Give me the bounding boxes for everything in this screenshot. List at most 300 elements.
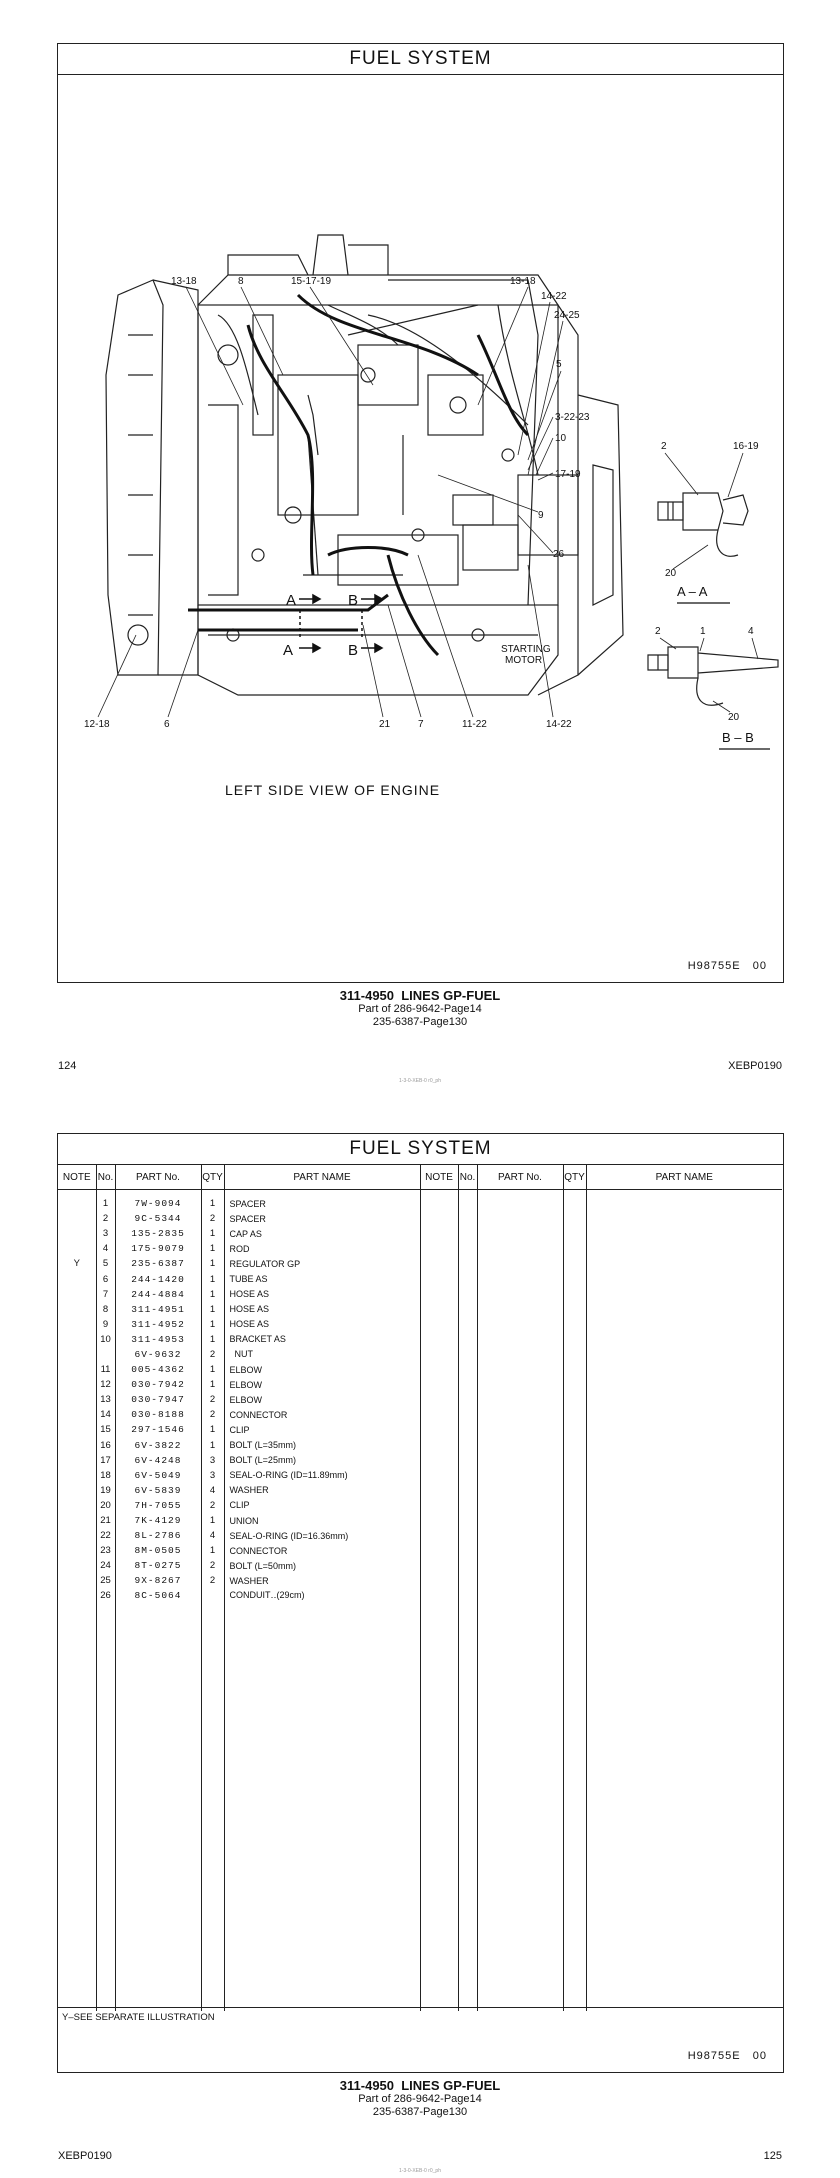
- cell-empty: [563, 1211, 586, 1226]
- cell-item-no: 17: [96, 1453, 115, 1468]
- parts-table-body: [58, 1190, 782, 2012]
- cell-note: [58, 1513, 96, 1528]
- table-row-empty: [58, 1679, 782, 1694]
- cell-part-name: ROD: [224, 1241, 420, 1256]
- caption-part-of-1: Part of 286-9642-Page14: [358, 1003, 482, 1015]
- cell-empty: [586, 1966, 782, 1981]
- cell-part-number: 6V-9632: [115, 1347, 201, 1362]
- cell-item-no: 25: [96, 1573, 115, 1588]
- cell-qty: 1: [201, 1302, 224, 1317]
- cell-empty: [477, 1830, 563, 1845]
- cell-empty: [477, 1407, 563, 1422]
- cell-empty: [224, 1981, 420, 1996]
- cell-empty: [458, 1951, 477, 1966]
- cell-qty: 4: [201, 1528, 224, 1543]
- table-row: [58, 1190, 782, 1212]
- table-row: [58, 1543, 782, 1558]
- cell-empty: [458, 1604, 477, 1619]
- cell-empty: [563, 1905, 586, 1920]
- cell-empty: [58, 1890, 96, 1905]
- engine-diagram: [58, 75, 782, 983]
- cell-empty: [224, 1619, 420, 1634]
- cell-empty: [224, 1936, 420, 1951]
- cell-empty: [96, 1966, 115, 1981]
- cell-empty: [563, 1256, 586, 1271]
- callout-11-22: 11-22: [462, 719, 487, 730]
- cell-empty: [201, 1694, 224, 1709]
- cell-empty: [563, 1951, 586, 1966]
- cell-empty: [458, 1890, 477, 1905]
- cell-empty: [458, 1860, 477, 1875]
- cell-note: [58, 1362, 96, 1377]
- cell-empty: [563, 1347, 586, 1362]
- cell-empty: [586, 1528, 782, 1543]
- cell-empty: [115, 1770, 201, 1785]
- cell-empty: [115, 1739, 201, 1754]
- cell-qty: 2: [201, 1498, 224, 1513]
- cell-empty: [201, 1981, 224, 1996]
- callout-8: 8: [238, 276, 244, 287]
- cell-empty: [115, 1634, 201, 1649]
- cell-empty: [115, 1619, 201, 1634]
- cell-empty: [586, 1438, 782, 1453]
- cell-empty: [224, 1815, 420, 1830]
- cell-empty: [96, 1996, 115, 2011]
- cell-empty: [420, 1377, 458, 1392]
- cell-empty: [115, 1936, 201, 1951]
- cell-empty: [586, 1513, 782, 1528]
- section-a-a-label: A – A: [677, 584, 708, 599]
- table-row-empty: [58, 1649, 782, 1664]
- header-part-name-left: PART NAME: [224, 1165, 420, 1190]
- cell-empty: [563, 1271, 586, 1286]
- parts-page-title: FUEL SYSTEM: [58, 1134, 783, 1165]
- cell-item-no: 19: [96, 1483, 115, 1498]
- aa-callout-20: 20: [665, 568, 677, 579]
- cell-empty: [224, 1694, 420, 1709]
- cell-qty: 2: [201, 1573, 224, 1588]
- cell-empty: [477, 1498, 563, 1513]
- cell-empty: [458, 1921, 477, 1936]
- cell-empty: [458, 1453, 477, 1468]
- cell-empty: [96, 1739, 115, 1754]
- cell-empty: [563, 1287, 586, 1302]
- cell-empty: [201, 1921, 224, 1936]
- cell-empty: [115, 1604, 201, 1619]
- cell-empty: [96, 1981, 115, 1996]
- cell-part-number: 030-8188: [115, 1407, 201, 1422]
- cell-empty: [477, 1694, 563, 1709]
- cell-empty: [224, 1709, 420, 1724]
- table-row: [58, 1377, 782, 1392]
- cell-empty: [58, 1754, 96, 1769]
- table-row: [58, 1422, 782, 1437]
- callout-17-19: 17-19: [555, 469, 581, 480]
- cell-qty: 2: [201, 1558, 224, 1573]
- cell-empty: [458, 1573, 477, 1588]
- cell-empty: [58, 1709, 96, 1724]
- cell-empty: [563, 1573, 586, 1588]
- cell-empty: [563, 1800, 586, 1815]
- cell-note: [58, 1453, 96, 1468]
- cell-empty: [115, 1860, 201, 1875]
- cell-item-no: 21: [96, 1513, 115, 1528]
- cell-empty: [420, 1271, 458, 1286]
- cell-item-no: 24: [96, 1558, 115, 1573]
- cell-empty: [563, 1860, 586, 1875]
- cell-empty: [586, 1241, 782, 1256]
- table-row: [58, 1362, 782, 1377]
- cell-empty: [477, 1287, 563, 1302]
- table-row-empty: [58, 1664, 782, 1679]
- cell-empty: [477, 1875, 563, 1890]
- cell-note: [58, 1422, 96, 1437]
- cell-empty: [563, 1936, 586, 1951]
- section-marker-b-upper: B: [348, 592, 359, 609]
- cell-empty: [477, 1558, 563, 1573]
- table-row: [58, 1332, 782, 1347]
- cell-empty: [58, 1694, 96, 1709]
- table-row-empty: [58, 1905, 782, 1920]
- cell-empty: [58, 1679, 96, 1694]
- cell-part-number: 175-9079: [115, 1241, 201, 1256]
- cell-empty: [477, 1362, 563, 1377]
- cell-part-name: BRACKET AS: [224, 1332, 420, 1347]
- bb-callout-2: 2: [655, 626, 661, 637]
- cell-empty: [563, 1634, 586, 1649]
- cell-empty: [58, 1830, 96, 1845]
- cell-part-number: 7W-9094: [115, 1190, 201, 1212]
- cell-empty: [96, 1694, 115, 1709]
- cell-empty: [420, 1453, 458, 1468]
- section-arrows: [299, 595, 382, 652]
- section-b-b-detail: [648, 647, 778, 705]
- cell-empty: [477, 1241, 563, 1256]
- cell-qty: 1: [201, 1226, 224, 1241]
- cell-empty: [477, 1438, 563, 1453]
- cell-empty: [96, 1815, 115, 1830]
- footnote-divider: [58, 2007, 783, 2008]
- cell-empty: [458, 1498, 477, 1513]
- cell-empty: [586, 1830, 782, 1845]
- cell-empty: [563, 1453, 586, 1468]
- cell-empty: [458, 1226, 477, 1241]
- table-row-empty: [58, 1845, 782, 1860]
- cell-empty: [420, 1241, 458, 1256]
- cell-empty: [115, 1890, 201, 1905]
- cell-empty: [586, 1287, 782, 1302]
- table-row-empty: [58, 1724, 782, 1739]
- cell-empty: [58, 1966, 96, 1981]
- cell-empty: [563, 1649, 586, 1664]
- cell-empty: [115, 1996, 201, 2011]
- cell-empty: [420, 1724, 458, 1739]
- cell-item-no: 13: [96, 1392, 115, 1407]
- cell-empty: [201, 1996, 224, 2011]
- cell-empty: [586, 1996, 782, 2011]
- cell-empty: [115, 1679, 201, 1694]
- cell-empty: [477, 1679, 563, 1694]
- aa-callout-16-19: 16-19: [733, 441, 759, 452]
- cell-empty: [586, 1226, 782, 1241]
- cell-item-no: 5: [96, 1256, 115, 1271]
- cell-empty: [586, 1256, 782, 1271]
- cell-empty: [563, 1694, 586, 1709]
- cell-empty: [477, 1226, 563, 1241]
- cell-empty: [586, 1377, 782, 1392]
- cell-empty: [224, 1770, 420, 1785]
- cell-empty: [58, 1604, 96, 1619]
- cell-empty: [420, 1558, 458, 1573]
- cell-empty: [458, 1966, 477, 1981]
- cell-empty: [563, 1739, 586, 1754]
- cell-empty: [477, 1271, 563, 1286]
- cell-empty: [477, 1754, 563, 1769]
- cell-empty: [420, 1890, 458, 1905]
- cell-part-name: ELBOW: [224, 1377, 420, 1392]
- cell-empty: [96, 1905, 115, 1920]
- cell-empty: [458, 1875, 477, 1890]
- cell-empty: [563, 1981, 586, 1996]
- cell-empty: [586, 1317, 782, 1332]
- cell-empty: [224, 1845, 420, 1860]
- cell-empty: [58, 1845, 96, 1860]
- cell-empty: [477, 1890, 563, 1905]
- caption-main-2: 311-4950 LINES GP-FUEL: [339, 2078, 501, 2093]
- cell-qty: 3: [201, 1453, 224, 1468]
- cell-note: [58, 1573, 96, 1588]
- cell-part-name: BOLT (L=35mm): [224, 1438, 420, 1453]
- table-row: [58, 1347, 782, 1362]
- header-part-no-left: PART No.: [115, 1165, 201, 1190]
- cell-empty: [458, 1724, 477, 1739]
- cell-empty: [96, 1770, 115, 1785]
- bb-callout-1: 1: [700, 626, 706, 637]
- cell-empty: [58, 1785, 96, 1800]
- callout-13-18-left: 13-18: [171, 276, 197, 287]
- table-row-empty: [58, 1966, 782, 1981]
- cell-part-number: 311-4951: [115, 1302, 201, 1317]
- cell-empty: [563, 1241, 586, 1256]
- cell-empty: [201, 1845, 224, 1860]
- cell-empty: [420, 1815, 458, 1830]
- cell-qty: 1: [201, 1317, 224, 1332]
- cell-item-no: 15: [96, 1422, 115, 1437]
- table-row-empty: [58, 1981, 782, 1996]
- cell-empty: [586, 1588, 782, 1603]
- cell-part-name: NUT: [224, 1347, 420, 1362]
- aa-callout-2: 2: [661, 441, 667, 452]
- cell-empty: [563, 1845, 586, 1860]
- header-part-no-right: PART No.: [477, 1165, 563, 1190]
- cell-empty: [115, 1754, 201, 1769]
- cell-empty: [458, 1422, 477, 1437]
- cell-empty: [563, 1438, 586, 1453]
- parts-table-header: [58, 1165, 782, 1190]
- cell-empty: [563, 1921, 586, 1936]
- cell-empty: [96, 1724, 115, 1739]
- cell-empty: [477, 1332, 563, 1347]
- cell-empty: [96, 1921, 115, 1936]
- cell-empty: [58, 1815, 96, 1830]
- cell-empty: [586, 1619, 782, 1634]
- cell-empty: [586, 1845, 782, 1860]
- cell-empty: [586, 1890, 782, 1905]
- cell-empty: [477, 1604, 563, 1619]
- cell-empty: [224, 1604, 420, 1619]
- table-row-empty: [58, 1739, 782, 1754]
- cell-part-number: 6V-5839: [115, 1483, 201, 1498]
- header-qty-left: QTY: [201, 1165, 224, 1190]
- cell-empty: [458, 1438, 477, 1453]
- cell-part-name: CONNECTOR: [224, 1407, 420, 1422]
- cell-empty: [115, 1800, 201, 1815]
- caption-ref-2: 235-6387-Page130: [372, 2106, 468, 2118]
- cell-empty: [563, 1724, 586, 1739]
- cell-part-name: TUBE AS: [224, 1271, 420, 1286]
- doc-code-right: XEBP0190: [728, 1060, 782, 1072]
- table-row: [58, 1528, 782, 1543]
- cell-empty: [458, 1830, 477, 1845]
- cell-empty: [586, 1407, 782, 1422]
- cell-empty: [420, 1438, 458, 1453]
- cell-item-no: 7: [96, 1287, 115, 1302]
- parts-list-frame: [57, 1133, 784, 2073]
- cell-empty: [420, 1543, 458, 1558]
- section-b-b-label: B – B: [722, 730, 754, 745]
- cell-empty: [58, 1981, 96, 1996]
- section-marker-a-lower: A: [283, 642, 294, 659]
- table-row-empty: [58, 1785, 782, 1800]
- cell-empty: [115, 1815, 201, 1830]
- cell-empty: [563, 1302, 586, 1317]
- callout-15-17-19: 15-17-19: [291, 276, 332, 287]
- cell-empty: [563, 1679, 586, 1694]
- parts-table: [58, 1165, 782, 2011]
- cell-empty: [458, 1800, 477, 1815]
- cell-note: [58, 1528, 96, 1543]
- cell-part-name: SPACER: [224, 1190, 420, 1212]
- caption-main-1: 311-4950 LINES GP-FUEL: [339, 988, 501, 1003]
- cell-empty: [477, 1724, 563, 1739]
- cell-empty: [201, 1830, 224, 1845]
- cell-empty: [420, 1392, 458, 1407]
- cell-part-name: UNION: [224, 1513, 420, 1528]
- cell-empty: [563, 1513, 586, 1528]
- cell-qty: 1: [201, 1241, 224, 1256]
- table-row-empty: [58, 1694, 782, 1709]
- cell-empty: [224, 1739, 420, 1754]
- cell-empty: [96, 1860, 115, 1875]
- cell-empty: [477, 1996, 563, 2011]
- cell-empty: [201, 1709, 224, 1724]
- table-row-empty: [58, 1921, 782, 1936]
- cell-empty: [563, 1392, 586, 1407]
- cell-empty: [420, 1619, 458, 1634]
- cell-empty: [224, 1679, 420, 1694]
- table-row: [58, 1226, 782, 1241]
- bb-leaders: [660, 638, 758, 712]
- cell-empty: [96, 1936, 115, 1951]
- cell-empty: [563, 1377, 586, 1392]
- cell-note: [58, 1287, 96, 1302]
- cell-empty: [458, 1634, 477, 1649]
- cell-part-name: WASHER: [224, 1573, 420, 1588]
- cell-empty: [420, 1694, 458, 1709]
- callout-10: 10: [555, 433, 567, 444]
- starting-motor-label-1: STARTING: [501, 644, 551, 655]
- cell-empty: [458, 1905, 477, 1920]
- cell-note: [58, 1558, 96, 1573]
- cell-item-no: 16: [96, 1438, 115, 1453]
- cell-part-name: HOSE AS: [224, 1287, 420, 1302]
- table-row: [58, 1453, 782, 1468]
- table-row-empty: [58, 1754, 782, 1769]
- cell-empty: [420, 1226, 458, 1241]
- header-qty-right: QTY: [563, 1165, 586, 1190]
- cell-empty: [201, 1815, 224, 1830]
- starting-motor-label-2: MOTOR: [505, 655, 543, 666]
- cell-part-name: HOSE AS: [224, 1302, 420, 1317]
- cell-part-number: 8C-5064: [115, 1588, 201, 1603]
- header-part-name-right: PART NAME: [586, 1165, 782, 1190]
- cell-empty: [115, 1966, 201, 1981]
- cell-item-no: 10: [96, 1332, 115, 1347]
- cell-part-number: 030-7942: [115, 1377, 201, 1392]
- cell-part-name: REGULATOR GP: [224, 1256, 420, 1271]
- callout-21: 21: [379, 719, 391, 730]
- table-row-empty: [58, 1634, 782, 1649]
- cell-empty: [458, 1513, 477, 1528]
- cell-empty: [458, 1558, 477, 1573]
- cell-empty: [458, 1347, 477, 1362]
- cell-item-no: [96, 1347, 115, 1362]
- cell-empty: [458, 1619, 477, 1634]
- cell-empty: [58, 1800, 96, 1815]
- cell-empty: [563, 1619, 586, 1634]
- cell-note: [58, 1226, 96, 1241]
- cell-empty: [563, 1468, 586, 1483]
- cell-empty: [420, 1407, 458, 1422]
- cell-part-name: BOLT (L=50mm): [224, 1558, 420, 1573]
- cell-empty: [458, 1528, 477, 1543]
- cell-empty: [477, 1845, 563, 1860]
- cell-note: [58, 1377, 96, 1392]
- cell-empty: [115, 1724, 201, 1739]
- cell-empty: [477, 1936, 563, 1951]
- table-row-empty: [58, 1709, 782, 1724]
- cell-empty: [115, 1694, 201, 1709]
- cell-item-no: 2: [96, 1211, 115, 1226]
- cell-part-name: WASHER: [224, 1483, 420, 1498]
- callout-26: 26: [553, 549, 565, 560]
- callout-9: 9: [538, 510, 544, 521]
- engine-outline: [106, 235, 623, 695]
- cell-empty: [58, 1634, 96, 1649]
- cell-empty: [201, 1966, 224, 1981]
- cell-empty: [586, 1679, 782, 1694]
- cell-empty: [96, 1604, 115, 1619]
- section-marker-a-upper: A: [286, 592, 297, 609]
- cell-empty: [458, 1407, 477, 1422]
- cell-note: [58, 1498, 96, 1513]
- cell-empty: [420, 1664, 458, 1679]
- cell-empty: [563, 1815, 586, 1830]
- cell-qty: 1: [201, 1362, 224, 1377]
- cell-empty: [115, 1830, 201, 1845]
- cell-empty: [224, 1890, 420, 1905]
- cell-empty: [477, 1377, 563, 1392]
